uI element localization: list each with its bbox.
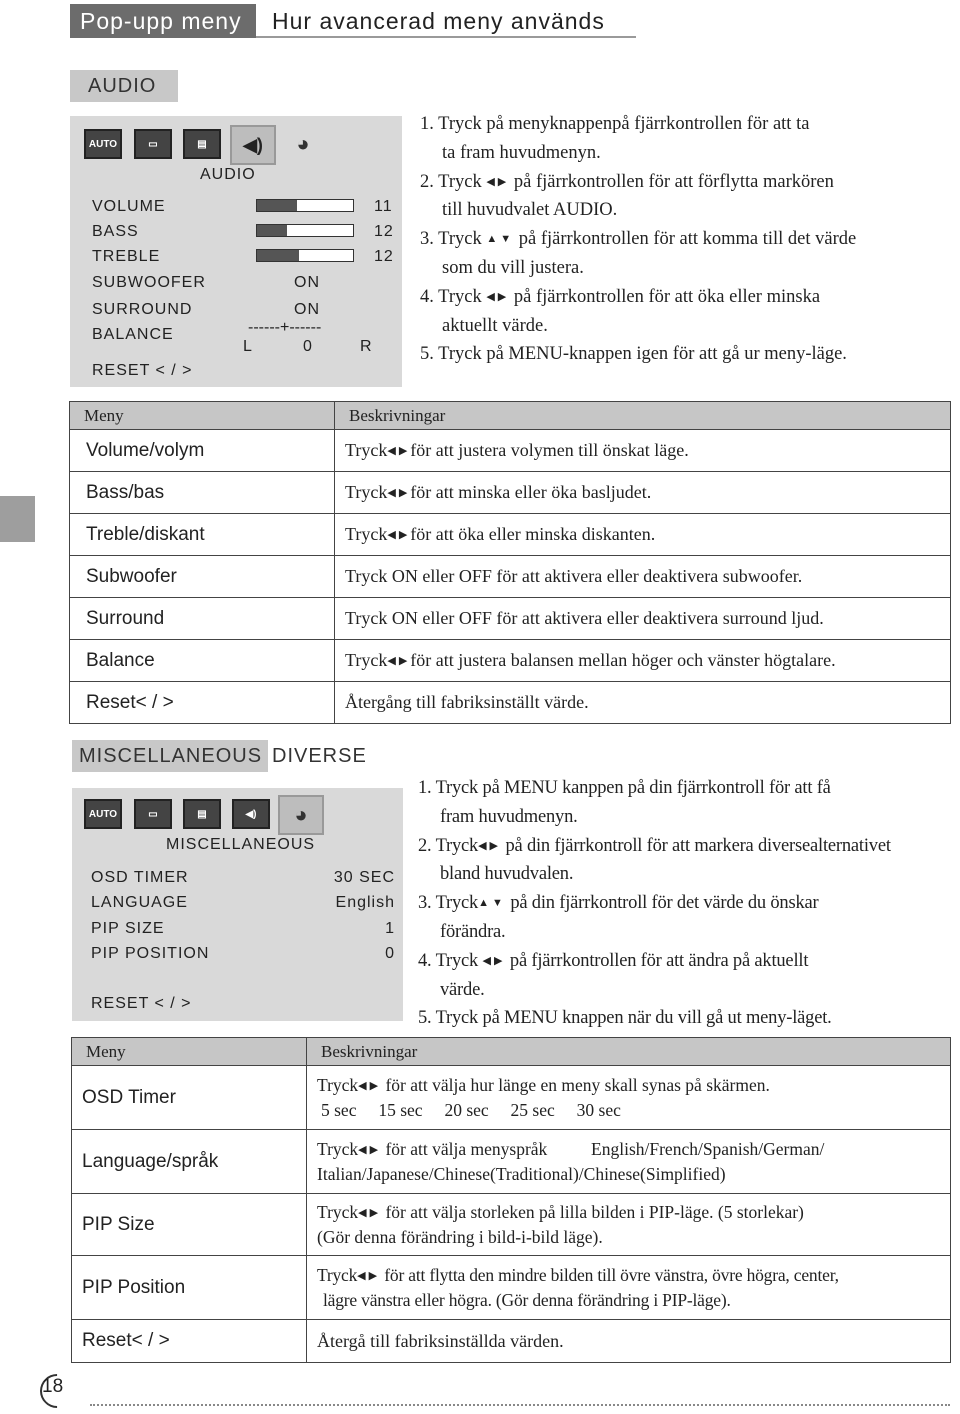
step-5: 5. Tryck på MENU knappen när du vill gå ut meny-läget. (418, 1008, 832, 1029)
left-right-arrows-icon: ◀▶ (482, 954, 506, 967)
subwoofer-label: SUBWOOFER (92, 274, 206, 291)
step-4: 4. Tryck ◀▶ på fjärrkontrollen för att öka eller minska aktuellt värde. (420, 286, 821, 336)
step-2: 2. Tryck◀▶ på din fjärrkontroll för att markera diversealternativet bland huvudvalen. (418, 835, 891, 885)
row-name: PIP Size (72, 1194, 307, 1256)
bass-bar (256, 224, 354, 237)
misc-section-label: MISCELLANEOUS (72, 740, 268, 772)
page-tab-marker (0, 496, 35, 542)
auto-icon: AUTO (84, 129, 122, 159)
step-1: 1. Tryck på menyknappenpå fjärrkontrollen för att ta ta fram huvudmenyn. (420, 114, 810, 163)
settings-icon: ▤ (183, 129, 221, 159)
row-desc: Återgå till fabriksinställda värden. (307, 1320, 951, 1363)
footer-dotted-line (90, 1404, 950, 1406)
surround-label: SURROUND (92, 301, 193, 318)
panel-title: AUDIO (200, 166, 256, 183)
row-desc: Tryck◀▶för att justera balansen mellan höger och vänster högtalare. (335, 640, 951, 682)
speaker-icon: ◀) (232, 799, 270, 829)
row-desc: Återgång till fabriksinställt värde. (335, 682, 951, 724)
row-name: Language/språk (72, 1130, 307, 1194)
left-right-arrows-icon: ◀▶ (478, 839, 502, 852)
audio-section-label: AUDIO (70, 70, 178, 102)
row-desc: Tryck ON eller OFF för att aktivera eller deaktivera subwoofer. (335, 556, 951, 598)
col-beskrivningar: Beskrivningar (335, 402, 951, 430)
audio-menu-panel (70, 116, 402, 387)
surround-value: ON (294, 301, 320, 318)
speaker-icon: ◀) (230, 125, 276, 165)
row-name: PIP Position (72, 1256, 307, 1320)
subwoofer-value: ON (294, 274, 320, 291)
left-right-arrows-icon: ◀▶ (486, 175, 510, 188)
volume-label: VOLUME (92, 198, 166, 215)
reset-label: RESET < / > (91, 995, 192, 1012)
step-3: 3. Tryck ▲▼ på fjärrkontrollen för att komma till det värde som du vill justera. (420, 229, 857, 278)
reset-label: RESET < / > (92, 362, 193, 379)
pip-size-value: 1 (385, 920, 395, 937)
language-value: English (335, 894, 395, 911)
up-down-arrows-icon: ▲▼ (486, 233, 515, 246)
col-beskrivningar: Beskrivningar (307, 1038, 951, 1066)
col-meny: Meny (72, 1038, 307, 1066)
left-right-arrows-icon: ◀▶ (387, 655, 411, 667)
pip-position-value: 0 (385, 945, 395, 962)
step-2: 2. Tryck ◀▶ på fjärrkontrollen för att förflytta markören till huvudvalet AUDIO. (420, 171, 834, 221)
left-right-arrows-icon: ◀▶ (387, 445, 411, 457)
balance-left-label: L (243, 338, 253, 355)
auto-icon: AUTO (84, 799, 122, 829)
audio-table (69, 401, 951, 724)
globe-icon: ◕ (296, 131, 310, 156)
page-number: 18 (42, 1376, 64, 1397)
language-label: LANGUAGE (91, 894, 188, 911)
row-desc: Tryck◀▶ för att välja hur länge en meny skall synas på skärmen. 5 sec 15 sec 20 sec 25 sec 30 sec (307, 1066, 951, 1130)
settings-icon: ▤ (183, 799, 221, 829)
row-name: Treble/diskant (70, 514, 335, 556)
col-meny: Meny (70, 402, 335, 430)
page-title: Hur avancerad meny används (272, 8, 605, 34)
table-row (70, 430, 951, 472)
osd-timer-label: OSD TIMER (91, 869, 189, 886)
misc-section-label-sv: DIVERSE (272, 745, 367, 767)
row-name: Volume/volym (70, 430, 335, 472)
misc-table (71, 1037, 951, 1363)
row-name: Reset< / > (72, 1320, 307, 1363)
monitor-icon: ▭ (134, 129, 172, 159)
row-desc: Tryck ON eller OFF för att aktivera eller deaktivera surround ljud. (335, 598, 951, 640)
left-right-arrows-icon: ◀▶ (357, 1270, 381, 1282)
left-right-arrows-icon: ◀▶ (387, 487, 411, 499)
table-row (70, 598, 951, 640)
misc-menu-panel (72, 788, 403, 1021)
bass-label: BASS (92, 223, 139, 240)
balance-line: ------+------ (248, 319, 322, 336)
table-row (70, 682, 951, 724)
balance-zero-label: 0 (303, 338, 313, 355)
step-4: 4. Tryck ◀▶ på fjärrkontrollen för att ändra på aktuellt värde. (418, 950, 809, 1000)
row-name: Bass/bas (70, 472, 335, 514)
volume-value: 11 (374, 198, 393, 215)
left-right-arrows-icon: ◀▶ (387, 529, 411, 541)
globe-icon: ◕ (278, 795, 324, 835)
balance-label: BALANCE (92, 326, 174, 343)
row-desc: Tryck◀▶ för att välja storleken på lilla bilden i PIP-läge. (5 storlekar) (Gör denna förändring i bild-i-bild läge). (307, 1194, 951, 1256)
volume-bar (256, 199, 354, 212)
table-row (70, 514, 951, 556)
row-name: Surround (70, 598, 335, 640)
row-desc: Tryck◀▶ för att välja menyspråk English/French/Spanish/German/ Italian/Japanese/Chinese(Traditional)/Chinese(Simplified) (307, 1130, 951, 1194)
audio-steps (420, 110, 950, 369)
monitor-icon: ▭ (134, 799, 172, 829)
left-right-arrows-icon: ◀▶ (358, 1080, 382, 1092)
row-name: Reset< / > (70, 682, 335, 724)
left-right-arrows-icon: ◀▶ (358, 1144, 382, 1156)
osd-timer-value: 30 SEC (333, 869, 395, 886)
treble-bar (256, 249, 354, 262)
table-row (70, 640, 951, 682)
row-desc: Tryck◀▶för att minska eller öka basljudet. (335, 472, 951, 514)
table-row (72, 1066, 951, 1130)
table-row (72, 1130, 951, 1194)
pip-position-label: PIP POSITION (91, 945, 210, 962)
step-3: 3. Tryck▲▼ på din fjärrkontroll för det värde du önskar förändra. (418, 893, 819, 942)
step-1: 1. Tryck på MENU kanppen på din fjärrkontroll för att få fram huvudmenyn. (418, 778, 831, 827)
row-desc: Tryck◀▶ för att flytta den mindre bilden till övre vänstra, övre högra, center, lägre vänstra eller högra. (Gör denna förändring i PIP-läge). (307, 1256, 951, 1320)
treble-label: TREBLE (92, 248, 161, 265)
row-name: Subwoofer (70, 556, 335, 598)
pip-size-label: PIP SIZE (91, 920, 165, 937)
table-row (72, 1320, 951, 1363)
panel-title: MISCELLANEOUS (166, 836, 316, 853)
row-desc: Tryck◀▶för att justera volymen till önskat läge. (335, 430, 951, 472)
left-right-arrows-icon: ◀▶ (358, 1207, 382, 1219)
up-down-arrows-icon: ▲▼ (478, 897, 506, 910)
table-row (72, 1194, 951, 1256)
treble-value: 12 (374, 248, 394, 265)
table-row (70, 472, 951, 514)
misc-steps (418, 774, 958, 1033)
row-name: OSD Timer (72, 1066, 307, 1130)
header-section-tab: Pop-upp meny (70, 4, 256, 38)
table-row (70, 556, 951, 598)
row-name: Balance (70, 640, 335, 682)
step-5: 5. Tryck på MENU-knappen igen för att gå ur meny-läge. (420, 344, 847, 365)
bass-value: 12 (374, 223, 394, 240)
row-desc: Tryck◀▶för att öka eller minska diskanten. (335, 514, 951, 556)
table-row (72, 1256, 951, 1320)
left-right-arrows-icon: ◀▶ (486, 290, 510, 303)
balance-right-label: R (360, 338, 373, 355)
